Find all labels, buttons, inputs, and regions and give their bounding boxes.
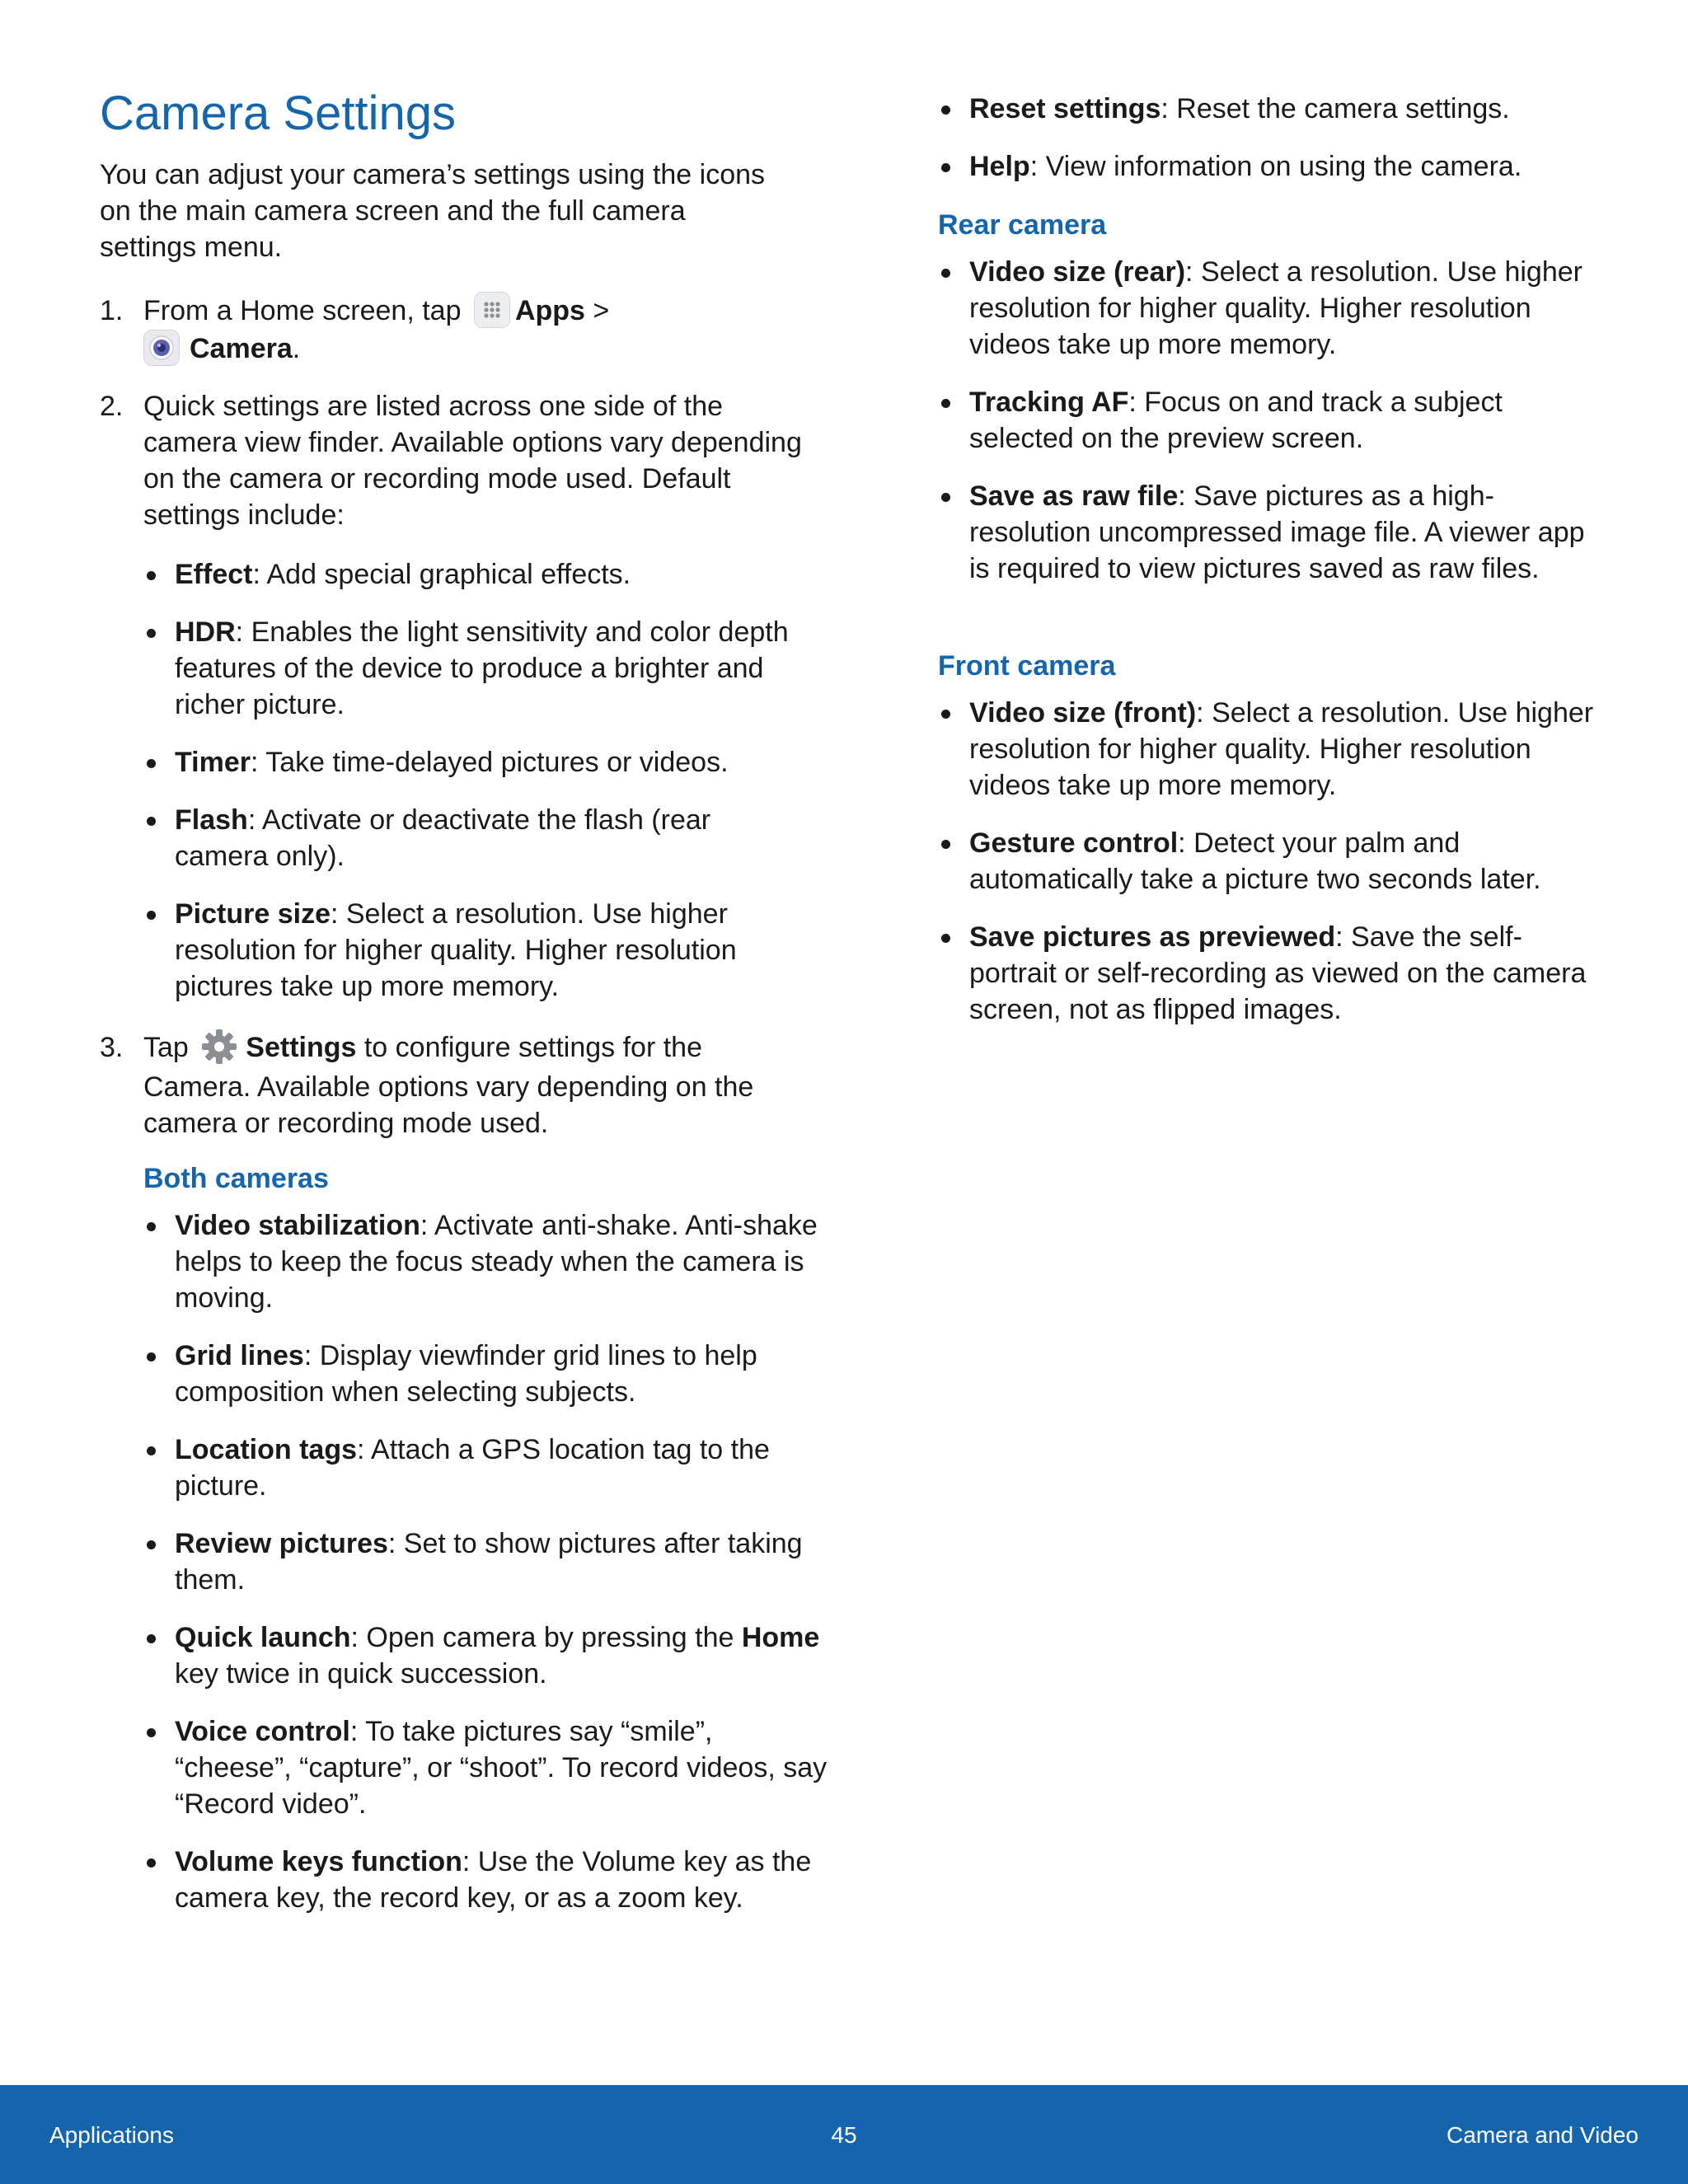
list-item-term: Save pictures as previewed [969, 921, 1336, 953]
list-item-desc: : To take pictures say “smile”, “cheese”, “capture”, or “shoot”. To record videos, say “Record video”. [175, 1716, 828, 1820]
list-item-desc: : Attach a GPS location tag to the picture. [175, 1434, 770, 1502]
step-2 [100, 388, 809, 533]
list-item-desc: : Detect your palm and automatically take a picture two seconds later. [969, 827, 1541, 895]
gear-icon [199, 1027, 239, 1066]
list-item-term: Tracking AF [969, 387, 1129, 418]
list-item [143, 614, 828, 723]
list-item-desc: : Add special graphical effects. [252, 559, 631, 590]
rear-camera-section [938, 207, 1597, 608]
list-item-desc: : Select a resolution. Use higher resolution for higher quality. Higher resolution videos take up more memory. [969, 697, 1594, 801]
both-cameras-section [143, 1160, 828, 1938]
list-item [938, 148, 1597, 185]
list-item-term: Voice control [175, 1716, 350, 1747]
list-item [143, 556, 828, 593]
step-number: 1. [100, 295, 124, 326]
list-item [938, 254, 1597, 363]
list-item-term: Volume keys function [175, 1846, 462, 1877]
step-text: Quick settings are listed across one side of the camera view finder. Available options vary depending on the camera or recording mode used. Default settings include: [143, 391, 802, 531]
camera-label: Camera [190, 333, 293, 365]
list-item-desc: : Enables the light sensitivity and color depth features of the device to produce a brighter and richer picture. [175, 616, 789, 720]
list-item-term: Gesture control [969, 827, 1179, 859]
list-item [143, 1207, 828, 1316]
list-item-desc: : Select a resolution. Use higher resolution for higher quality. Higher resolution pictures take up more memory. [175, 898, 737, 1002]
list-item-term: Home [741, 1622, 820, 1653]
camera-icon [143, 330, 180, 366]
footer-chapter-label: Camera and Video [1447, 2122, 1639, 2148]
list-item-desc: : Activate anti-shake. Anti-shake helps to keep the focus steady when the camera is moving. [175, 1210, 818, 1314]
list-item [143, 1526, 828, 1598]
step-text: > [584, 295, 610, 326]
intro-paragraph: You can adjust your camera’s settings using the icons on the main camera screen and the full camera settings menu. [100, 159, 766, 263]
list-item-desc: : View information on using the camera. [1029, 151, 1522, 182]
list-item-term: Location tags [175, 1434, 358, 1465]
section-heading: Rear camera [938, 209, 1107, 241]
section-heading: Front camera [938, 650, 1116, 682]
page-title: Camera Settings [100, 87, 456, 140]
list-item-term: Reset settings [969, 93, 1161, 124]
list-item-desc: : Select a resolution. Use higher resolution for higher quality. Higher resolution videos take up more memory. [969, 256, 1582, 360]
section-heading: Both cameras [143, 1163, 329, 1194]
list-item-term: Quick launch [175, 1622, 351, 1653]
step-number: 3. [100, 1032, 124, 1063]
list-item-term: Effect [175, 559, 253, 590]
list-item [938, 919, 1597, 1028]
step-3 [100, 1029, 809, 1141]
step-text: From a Home screen, tap [143, 295, 462, 326]
list-item-term: Flash [175, 804, 248, 836]
list-item [143, 1844, 828, 1916]
list-item [938, 825, 1597, 898]
list-item-desc: : Focus on and track a subject selected on the preview screen. [969, 387, 1503, 454]
list-item [143, 744, 828, 780]
list-item [143, 1432, 828, 1504]
list-item [938, 91, 1597, 127]
list-item [143, 1619, 828, 1692]
list-item-term: Picture size [175, 898, 331, 930]
list-item-desc: : Save pictures as a high-resolution uncompressed image file. A viewer app is required to view pictures saved as raw files. [969, 480, 1585, 584]
list-item-desc: : Set to show pictures after taking them. [175, 1528, 803, 1596]
front-camera-section [938, 648, 1597, 1049]
list-item-term: Review pictures [175, 1528, 388, 1559]
list-item [938, 384, 1597, 457]
list-item-desc: : Take time-delayed pictures or videos. [250, 747, 729, 778]
list-item-desc: : Use the Volume key as the camera key, the record key, or as a zoom key. [175, 1846, 812, 1914]
page-number: 45 [831, 2122, 857, 2148]
step-text: . [292, 333, 301, 365]
page-footer [0, 2085, 1688, 2184]
list-item-term: Timer [175, 747, 251, 778]
list-item-term: Grid lines [175, 1340, 304, 1371]
list-item [143, 802, 828, 874]
list-item-desc: : Open camera by pressing the [350, 1622, 742, 1653]
step-text: Tap [143, 1032, 189, 1063]
list-item [143, 1713, 828, 1822]
step-text: to configure settings for the Camera. Available options vary depending on the camera or recording mode used. [143, 1032, 754, 1140]
list-item-term: Help [969, 151, 1030, 182]
list-item-desc: : Display viewfinder grid lines to help composition when selecting subjects. [175, 1340, 757, 1408]
list-item [143, 896, 828, 1005]
step-1 [100, 293, 809, 368]
list-item [143, 1338, 828, 1410]
list-item [938, 478, 1597, 587]
list-item-desc: : Save the self-portrait or self-recording as viewed on the camera screen, not as flipped images. [969, 921, 1587, 1025]
settings-label: Settings [246, 1032, 357, 1063]
list-item-term: Save as raw file [969, 480, 1179, 512]
list-item-term: Video size (front) [969, 697, 1197, 729]
list-item-term: HDR [175, 616, 236, 648]
quick-settings-list [143, 556, 828, 1026]
apps-label: Apps [514, 295, 585, 326]
list-item-desc: : Activate or deactivate the flash (rear camera only). [175, 804, 711, 872]
step-number: 2. [100, 391, 124, 422]
list-item-term: Video size (rear) [969, 256, 1186, 288]
list-item-desc: key twice in quick succession. [175, 1658, 547, 1690]
apps-icon [474, 292, 510, 328]
list-item [938, 695, 1597, 804]
list-item-desc: : Reset the camera settings. [1160, 93, 1510, 124]
list-item-term: Video stabilization [175, 1210, 420, 1241]
footer-section-label: Applications [49, 2122, 174, 2148]
general-settings-list [938, 91, 1597, 206]
